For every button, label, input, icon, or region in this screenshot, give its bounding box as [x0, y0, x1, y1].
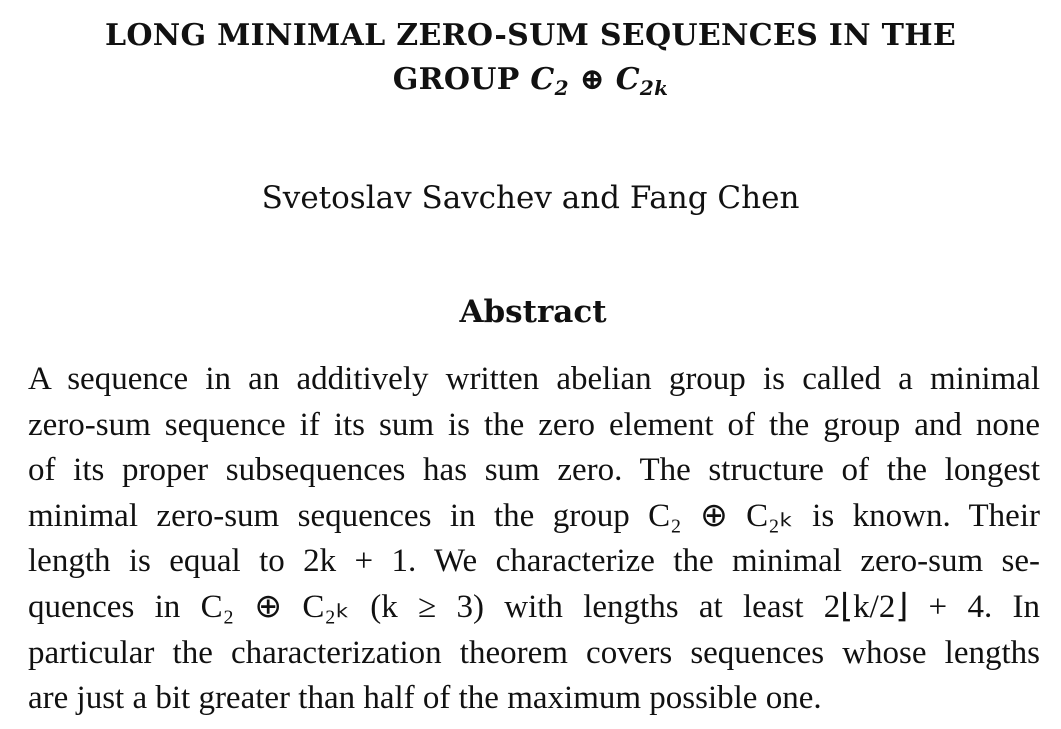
abstract-line: quences in C₂ ⊕ C₂ₖ (k ≥ 3) with lengths at least 2⌊k/2⌋ + 4. In [28, 588, 1040, 625]
abstract-line: particular the characterization theorem covers sequences whose lengths [28, 634, 1040, 671]
title-line-1: LONG MINIMAL ZERO-SUM SEQUENCES IN THE [104, 18, 957, 53]
abstract-body [28, 357, 1040, 722]
abstract-line: minimal zero-sum sequences in the group C₂ ⊕ C₂ₖ is known. Their [28, 497, 1040, 534]
paper-title [0, 14, 1061, 102]
abstract-line: zero-sum sequence if its sum is the zero element of the group and none [28, 406, 1040, 443]
abstract-line: length is equal to 2k + 1. We characterize the minimal zero-sum se- [28, 543, 1040, 580]
abstract-line: A sequence in an additively written abelian group is called a minimal [28, 361, 1040, 397]
title-line-2-prefix: GROUP [392, 62, 531, 97]
abstract-line: of its proper subsequences has sum zero. The structure of the longest [28, 452, 1040, 489]
paper-authors: Svetoslav Savchev and Fang Chen [261, 180, 800, 216]
abstract-line: are just a bit greater than half of the maximum possible one. [28, 680, 822, 717]
title-group-math: $C_2$ ⊕ $C_{2k}$ [530, 62, 669, 100]
abstract-heading: Abstract [459, 294, 607, 330]
